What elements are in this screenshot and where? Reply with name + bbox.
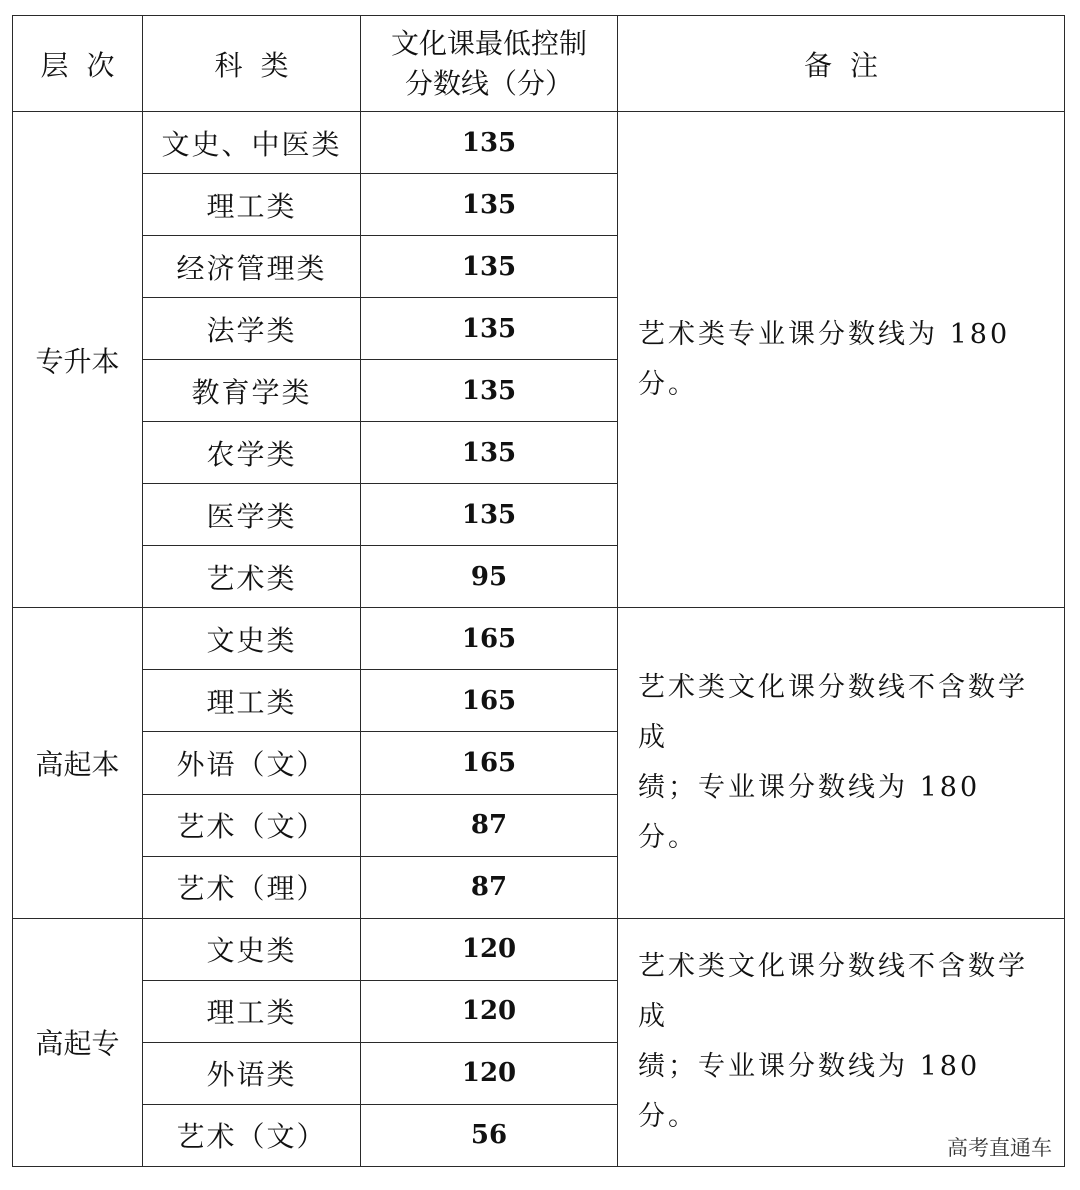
subject-cell: 艺术类	[143, 546, 361, 608]
note-line: 艺术类专业课分数线为 180 分。	[638, 318, 1011, 400]
subject-cell: 教育学类	[143, 360, 361, 422]
score-cell: 135	[361, 422, 618, 484]
level-cell: 高起专	[13, 918, 143, 1166]
note-cell	[618, 112, 1065, 608]
subject-cell: 法学类	[143, 298, 361, 360]
watermark: 高考直通车	[947, 1136, 1052, 1160]
note-line: 艺术类文化课分数线不含数学成	[638, 671, 1028, 753]
note-cell	[618, 918, 1065, 1166]
subject-cell: 理工类	[143, 174, 361, 236]
header-row	[13, 16, 1065, 112]
score-cell: 135	[361, 298, 618, 360]
table-row	[13, 608, 1065, 670]
header-level: 层次	[13, 16, 143, 112]
score-cell: 87	[361, 856, 618, 918]
subject-cell: 艺术（文）	[143, 794, 361, 856]
score-cell: 135	[361, 236, 618, 298]
score-cell: 135	[361, 484, 618, 546]
subject-cell: 艺术（文）	[143, 1104, 361, 1166]
table-row	[13, 918, 1065, 980]
subject-cell: 文史、中医类	[143, 112, 361, 174]
score-cell: 135	[361, 112, 618, 174]
header-score-line2: 分数线（分）	[404, 66, 573, 100]
score-cell: 87	[361, 794, 618, 856]
level-cell: 高起本	[13, 608, 143, 918]
subject-cell: 农学类	[143, 422, 361, 484]
subject-cell: 医学类	[143, 484, 361, 546]
subject-cell: 文史类	[143, 918, 361, 980]
score-cell: 120	[361, 918, 618, 980]
score-cell: 165	[361, 732, 618, 794]
note-cell	[618, 608, 1065, 918]
subject-cell: 外语（文）	[143, 732, 361, 794]
note-line: 艺术类文化课分数线不含数学成	[638, 951, 1028, 1033]
score-cell: 56	[361, 1104, 618, 1166]
subject-cell: 理工类	[143, 980, 361, 1042]
score-table	[12, 15, 1065, 1167]
subject-cell: 理工类	[143, 670, 361, 732]
subject-cell: 文史类	[143, 608, 361, 670]
score-cell: 135	[361, 174, 618, 236]
table-body	[13, 112, 1065, 1167]
table-row	[13, 112, 1065, 174]
level-cell: 专升本	[13, 112, 143, 608]
header-score-line1: 文化课最低控制	[390, 26, 587, 60]
header-score	[361, 16, 618, 112]
score-cell: 120	[361, 980, 618, 1042]
subject-cell: 外语类	[143, 1042, 361, 1104]
score-cell: 95	[361, 546, 618, 608]
subject-cell: 艺术（理）	[143, 856, 361, 918]
note-line: 绩；专业课分数线为 180 分。	[638, 771, 981, 853]
header-note: 备注	[618, 16, 1065, 112]
note-line: 绩；专业课分数线为 180 分。	[638, 1051, 981, 1133]
score-cell: 165	[361, 670, 618, 732]
score-cell: 120	[361, 1042, 618, 1104]
subject-cell: 经济管理类	[143, 236, 361, 298]
score-cell: 165	[361, 608, 618, 670]
header-subject: 科类	[143, 16, 361, 112]
score-cell: 135	[361, 360, 618, 422]
